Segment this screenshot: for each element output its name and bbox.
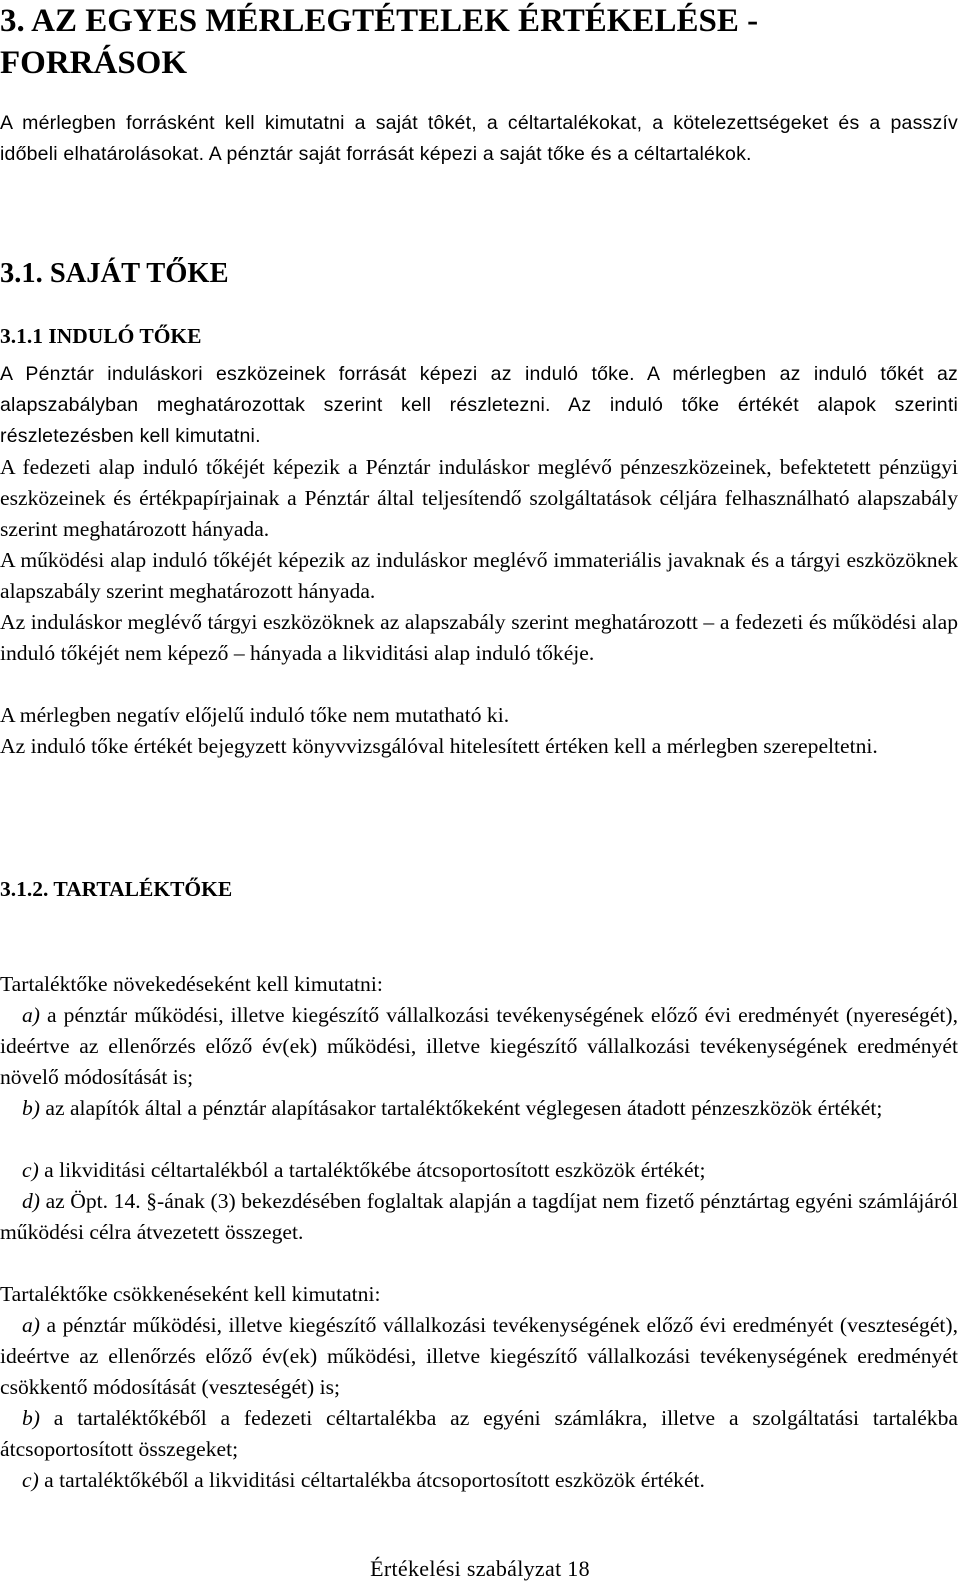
increase-item-a (0, 1000, 958, 1093)
item-label: c) (22, 1158, 39, 1182)
decrease-item-a (0, 1310, 958, 1403)
main-heading-line1: 3. AZ EGYES MÉRLEGTÉTELEK ÉRTÉKELÉSE - (0, 3, 759, 39)
item-label: a) (22, 1003, 40, 1027)
section-3-1-1-title: 3.1.1 INDULÓ TŐKE (0, 324, 202, 348)
main-heading-line2: FORRÁSOK (0, 45, 188, 81)
starting-capital-p3: A működési alap induló tőkéjét képezik az induláskor meglévő immateriális javaknak és a tárgyi eszközöknek alapszabály szerint meghatározott hányada. (0, 548, 958, 603)
starting-capital-p1: A Pénztár induláskori eszközeinek forrását képezi az induló tőke. A mérlegben az induló tőkét az alapszabályban meghatározottak szerint kell részletezni. Az induló tőke értékét alapok szerinti részletezésben kell kimutatni. (0, 363, 958, 447)
increase-item-c (0, 1155, 958, 1186)
page-footer: Értékelési szabályzat 18 (370, 1556, 590, 1581)
intro-paragraph: A mérlegben forrásként kell kimutatni a saját tôkét, a céltartalékokat, a kötelezettségeket és a passzív időbeli elhatárolásokat. A pénztár saját forrását képezi a saját tőke és a céltartalékok. (0, 112, 958, 165)
increase-item-d (0, 1186, 958, 1248)
item-label: c) (22, 1468, 39, 1492)
starting-capital-p2: A fedezeti alap induló tőkéjét képezik a Pénztár induláskor meglévő pénzeszközeinek, befektetett pénzügyi eszközeinek és értékpapírjainak a Pénztár által teljesítendő szolgáltatások céljára felhasználható alapszabály szerint meghatározott hányada. (0, 455, 958, 541)
item-text: az Öpt. 14. §-ának (3) bekezdésében foglaltak alapján a tagdíjat nem fizető pénztártag egyéni számlájáról működési célra átvezetett összeget. (0, 1189, 958, 1244)
reserve-decrease-intro: Tartaléktőke csökkenéseként kell kimutatni: (0, 1282, 381, 1306)
item-text: a pénztár működési, illetve kiegészítő vállalkozási tevékenységének előző évi eredményét (veszteségét), ideértve az ellenőrzés előző év(ek) működési, illetve kiegészítő vállalkozási tevékenységének eredményét csökkentő módosítását (veszteségét) is; (0, 1313, 958, 1399)
item-text: az alapítók által a pénztár alapításakor tartaléktőkeként véglegesen átadott pénzeszközök értékét; (40, 1096, 883, 1120)
item-label: a) (22, 1313, 40, 1337)
item-text: a tartaléktőkéből a likviditási céltartalékba átcsoportosított eszközök értékét. (38, 1468, 705, 1492)
item-label: d) (22, 1189, 40, 1213)
item-label: b) (22, 1406, 40, 1430)
reserve-increase-intro: Tartaléktőke növekedéseként kell kimutatni: (0, 972, 383, 996)
item-label: b) (22, 1096, 40, 1120)
decrease-item-c (0, 1465, 958, 1496)
section-3-1-title: 3.1. SAJÁT TŐKE (0, 258, 229, 289)
decrease-item-b (0, 1403, 958, 1465)
starting-capital-p6: Az induló tőke értékét bejegyzett könyvvizsgálóval hitelesített értéken kell a mérlegben szerepeltetni. (0, 734, 878, 758)
item-text: a tartaléktőkéből a fedezeti céltartalékba az egyéni számlákra, illetve a szolgáltatási tartalékba átcsoportosított összegeket; (0, 1406, 958, 1461)
starting-capital-p4: Az induláskor meglévő tárgyi eszközöknek az alapszabály szerint meghatározott – a fedezeti és működési alap induló tőkéjét nem képező – hányada a likviditási alap induló tőkéje. (0, 610, 958, 665)
item-text: a likviditási céltartalékból a tartaléktőkébe átcsoportosított eszközök értékét; (38, 1158, 706, 1182)
increase-item-b (0, 1093, 958, 1124)
starting-capital-p5: A mérlegben negatív előjelű induló tőke nem mutatható ki. (0, 703, 510, 727)
section-3-1-2-title: 3.1.2. TARTALÉKTŐKE (0, 877, 233, 901)
main-heading (0, 0, 958, 84)
item-text: a pénztár működési, illetve kiegészítő vállalkozási tevékenységének előző évi eredményét (nyereségét), ideértve az ellenőrzés előző év(ek) működési, illetve kiegészítő vállalkozási tevékenységének eredményét növelő módosítását is; (0, 1003, 958, 1089)
